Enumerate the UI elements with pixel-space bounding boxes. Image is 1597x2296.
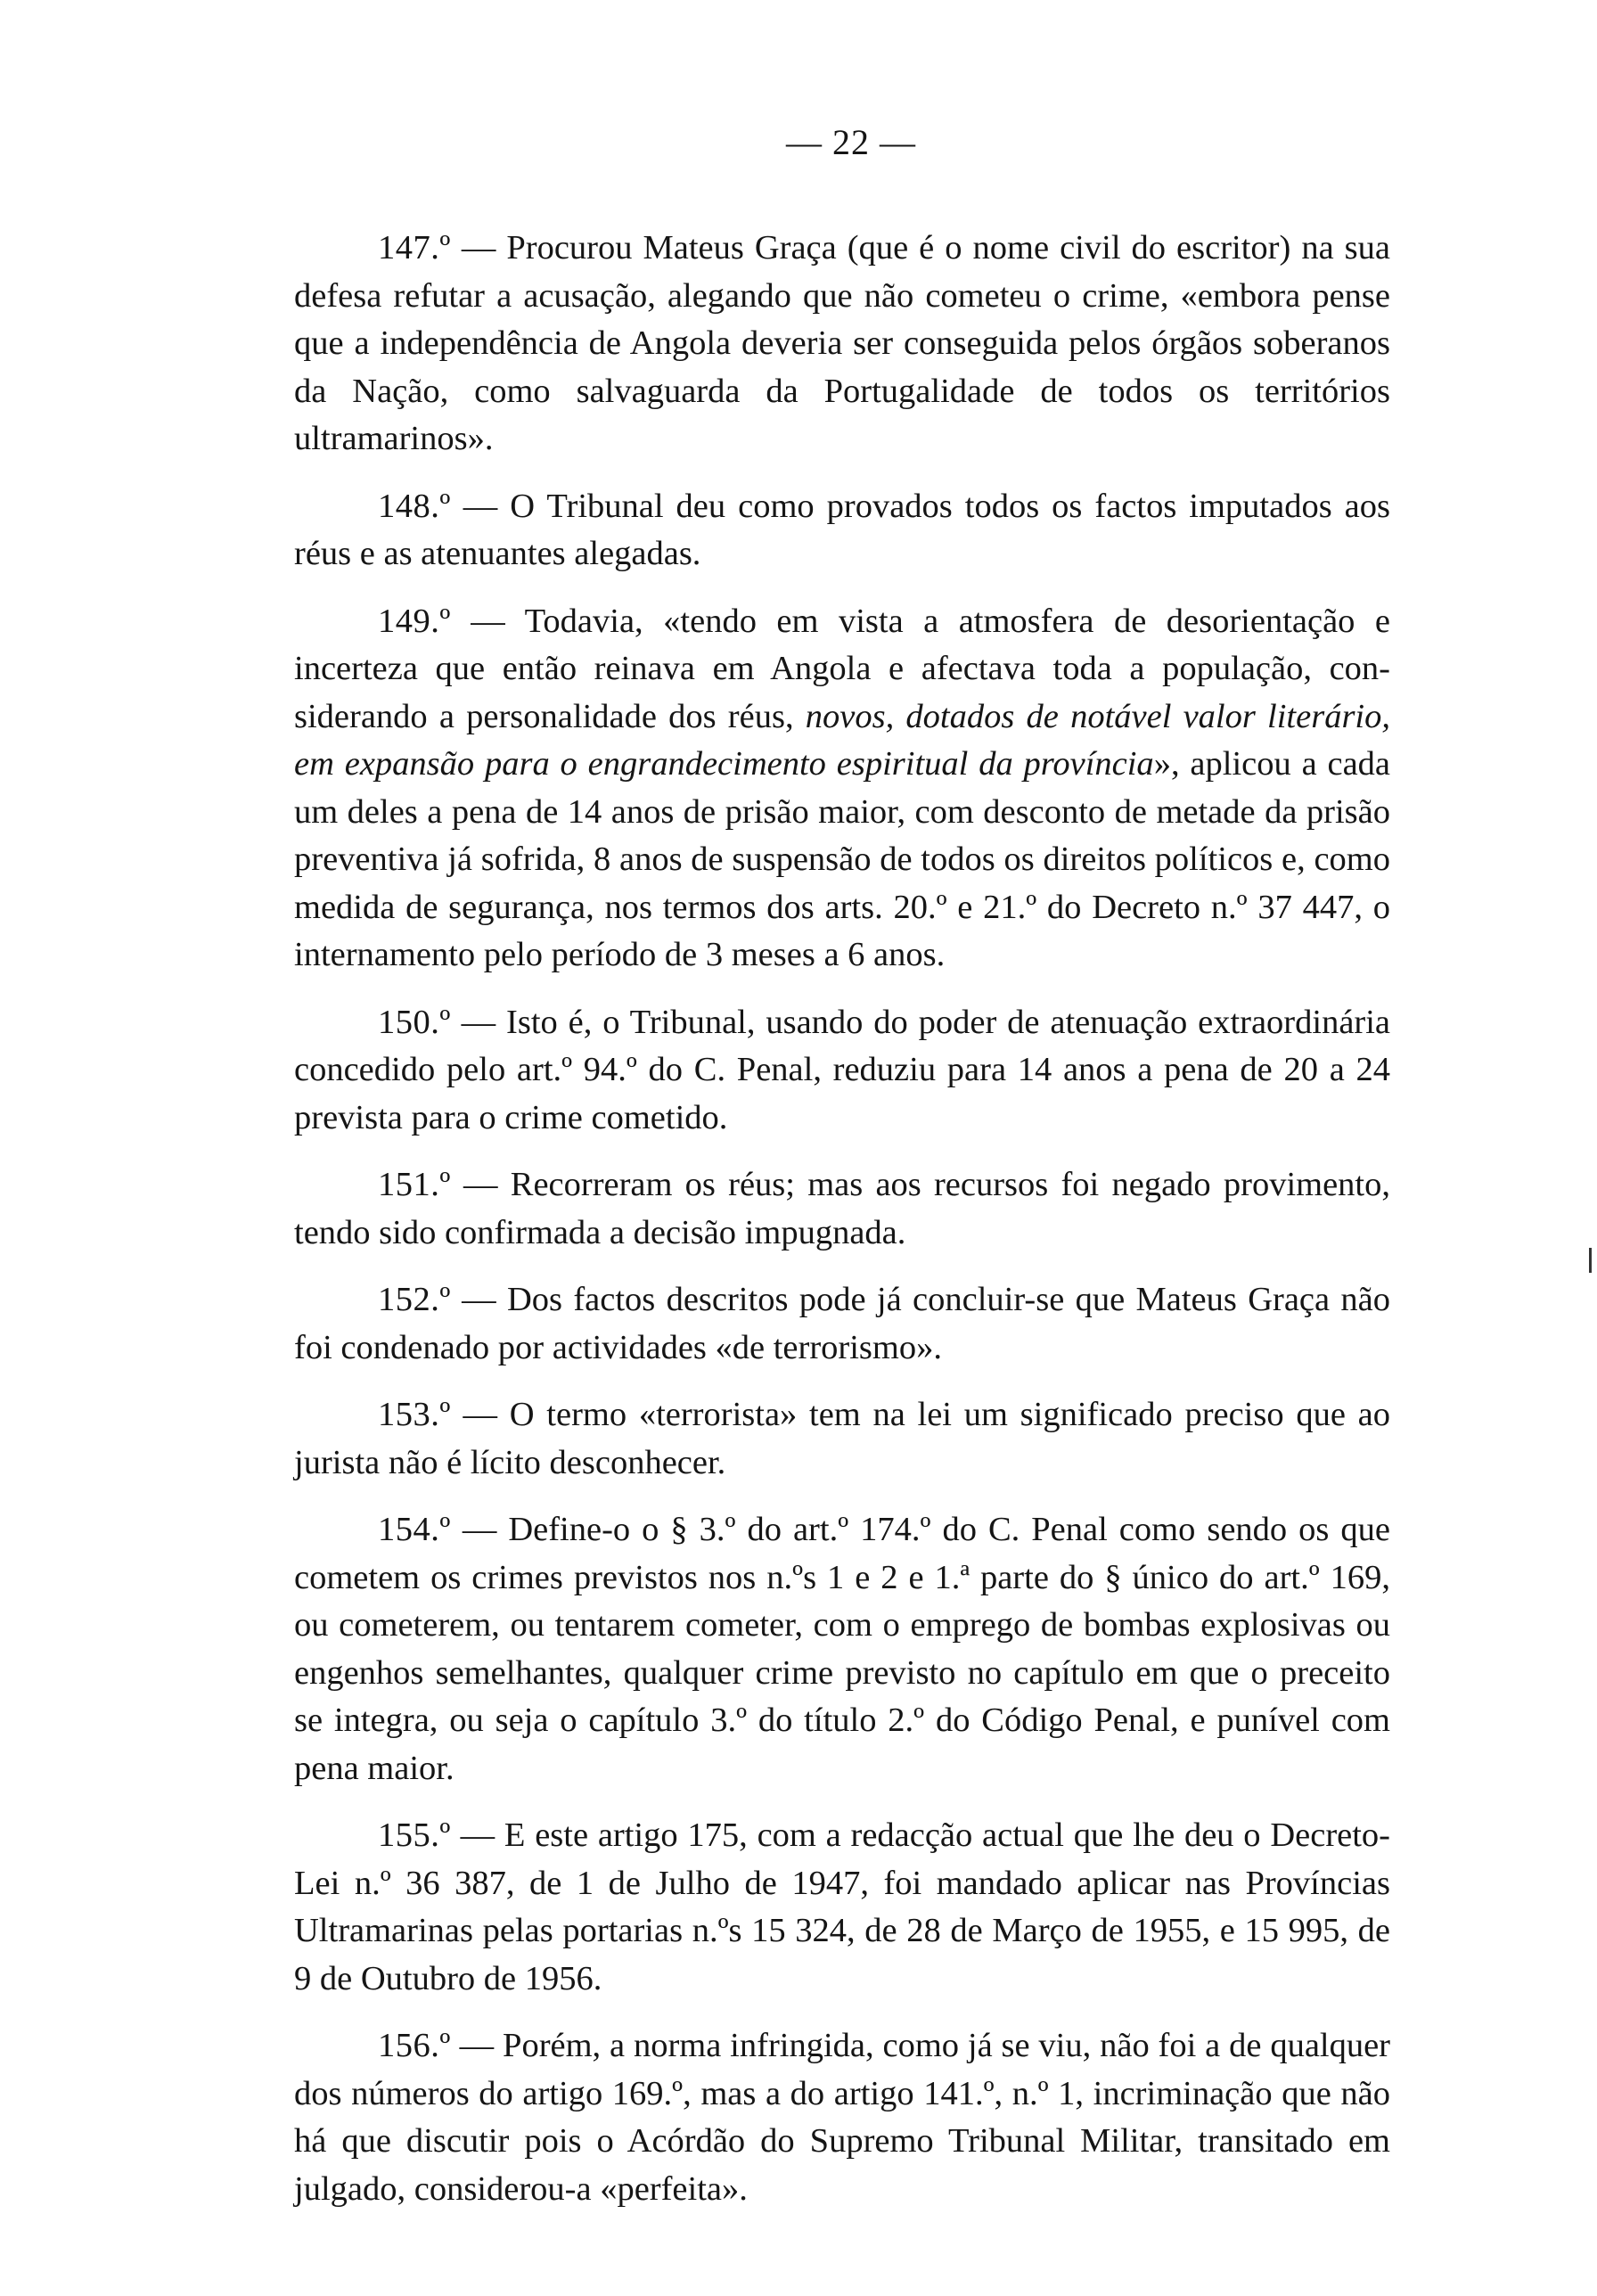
paragraph-text: Porém, a norma infringida, como já se viu, não foi a de qualquer dos números do artigo 169.º, mas a do artigo 141.º, n.º 1, incriminação que não há que discutir pois o Acórdão do Supremo Tribunal Militar, transitado em julgado, considerou-a «perfeita». [294, 2027, 1391, 2208]
paragraph-dash: — [450, 1003, 507, 1041]
paragraph-dash: — [450, 602, 525, 640]
paragraph-number: 147.º [378, 229, 451, 266]
paragraph-text: E este artigo 175, com a redacção actual que lhe deu o Decreto-Lei n.º 36 387, de 1 de Julho de 1947, foi mandado aplicar nas Províncias Ultramarinas pelas portarias n.ºs 15 324, de 28 de Março de 1955, e 15 995, de 9 de Outubro de 1956. [294, 1816, 1391, 1997]
paragraph-dash: — [450, 1166, 511, 1203]
paragraph-number: 152.º [378, 1281, 451, 1318]
paragraph-dash: — [450, 1511, 509, 1548]
paragraph-dash: — [450, 487, 511, 525]
paragraph-text: Todavia, «tendo em vista a atmosfera de desorientação e incerteza que então reinava em Angola e afectava toda a população, considerando a personalidade dos réus, [294, 602, 1390, 735]
paragraph-dash: — [450, 1281, 507, 1318]
paragraph-150 [294, 999, 1390, 1143]
paragraph-dash: — [450, 1816, 504, 1854]
paragraph-number: 151.º [378, 1166, 451, 1203]
paragraph-number: 154.º [378, 1511, 451, 1548]
scan-margin-mark [1589, 1248, 1592, 1273]
paragraph-number: 153.º [378, 1396, 451, 1433]
paragraph-text: O Tribunal deu como provados todos os factos imputados aos réus e as atenuantes alegadas. [294, 487, 1390, 572]
paragraph-italic-text: novos, dotados de notável valor literário, em expansão para o engrandecimento espiritual da província [294, 697, 1390, 783]
paragraph-number: 155.º [378, 1816, 451, 1854]
paragraph-dash: — [450, 1396, 510, 1433]
paragraph-152 [294, 1276, 1390, 1372]
document-page [294, 122, 1391, 2233]
paragraph-151 [294, 1161, 1390, 1257]
paragraph-text-after: », aplicou a cada um deles a pena de 14 anos de prisão maior, com desconto de metade da prisão preventiva já sofrida, 8 anos de suspensão de todos os direitos políticos e, como medida de segurança, nos termos dos arts. 20.º e 21.º do Decreto n.º 37 447, o internamento pelo período de 3 meses a 6 anos. [294, 745, 1391, 973]
paragraph-text: Recorreram os réus; mas aos recursos foi negado provimento, tendo sido confirmada a decisão impugnada. [294, 1166, 1391, 1251]
paragraph-dash: — [450, 229, 507, 266]
paragraph-147 [294, 225, 1390, 463]
paragraph-dash: — [450, 2027, 504, 2064]
paragraph-number: 156.º [378, 2027, 451, 2064]
paragraph-148 [294, 483, 1390, 578]
paragraph-154 [294, 1506, 1390, 1792]
paragraph-149 [294, 598, 1390, 980]
paragraph-text: O termo «terrorista» tem na lei um significado preciso que ao jurista não é lícito desconhecer. [294, 1396, 1390, 1481]
page-number: — 22 — [786, 122, 916, 162]
paragraph-156 [294, 2022, 1390, 2213]
paragraph-number: 150.º [378, 1003, 451, 1041]
paragraph-text: Dos factos descritos pode já concluir-se que Mateus Graça não foi condenado por actividades «de terrorismo». [294, 1281, 1391, 1366]
paragraph-text: Define-o o § 3.º do art.º 174.º do C. Penal como sendo os que cometem os crimes previstos nos n.ºs 1 e 2 e 1.ª parte do § único do art.º 169, ou cometerem, ou tentarem cometer, com o emprego de bombas explosivas ou engenhos semelhantes, qualquer crime previsto no capítulo em que o preceito se integra, ou seja o capítulo 3.º do título 2.º do Código Penal, e punível com pena maior. [294, 1511, 1390, 1787]
paragraph-155 [294, 1812, 1390, 2003]
paragraph-number: 149.º [378, 602, 451, 640]
paragraph-153 [294, 1391, 1390, 1487]
paragraph-text: Procurou Mateus Graça (que é o nome civil do escritor) na sua defesa refutar a acusação, alegando que não cometeu o crime, «embora pense que a independência de Angola deveria ser conseguida pelos órgãos soberanos da Nação, como salvaguarda da Portugalidade de todos os territórios ultramarinos». [294, 229, 1390, 457]
paragraph-number: 148.º [378, 487, 451, 525]
paragraph-text: Isto é, o Tribunal, usando do poder de atenuação extraordinária concedido pelo art.º 94.º do C. Penal, reduziu para 14 anos a pena de 20 a 24 prevista para o crime cometido. [294, 1003, 1391, 1136]
